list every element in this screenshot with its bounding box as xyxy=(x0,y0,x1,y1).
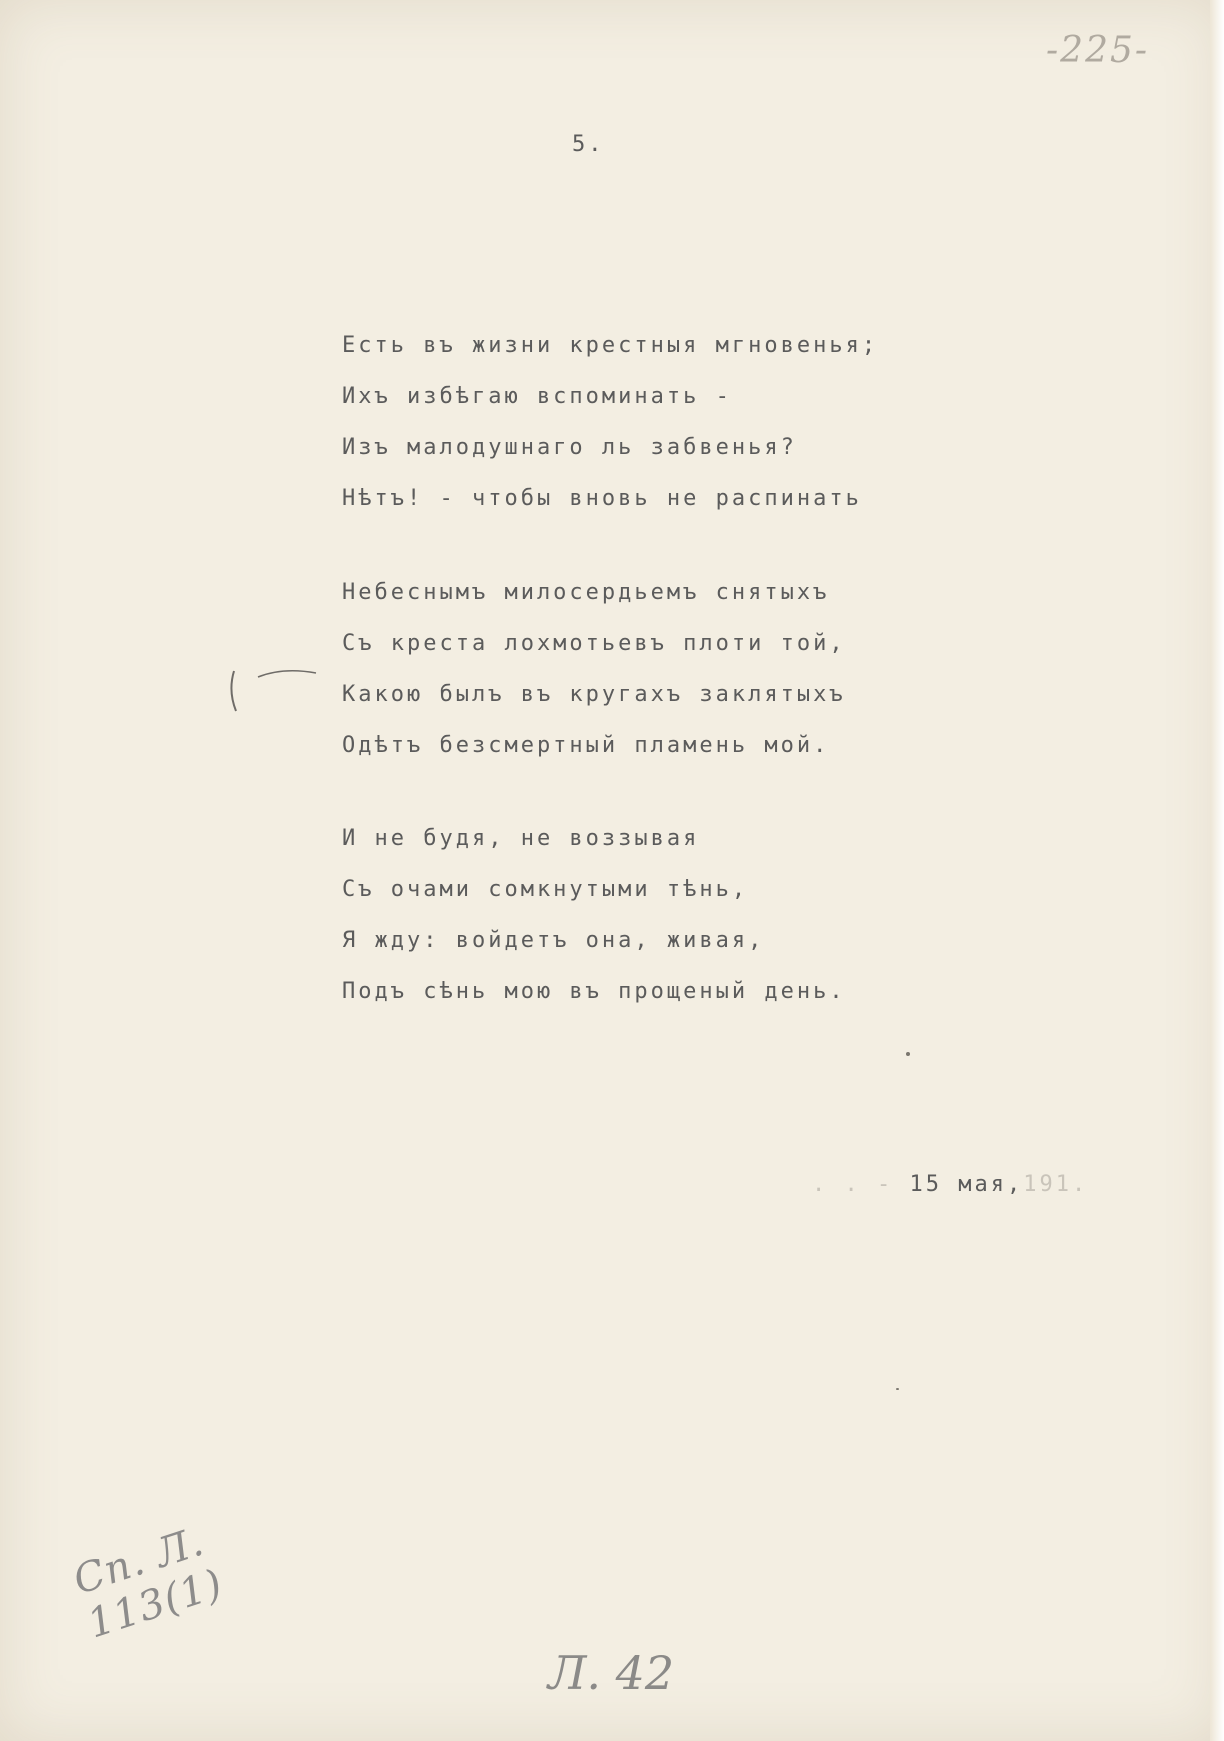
poem-line: Съ креста лохмотьевъ плоти той, xyxy=(342,631,846,656)
ink-speck xyxy=(896,1388,899,1390)
page-edge xyxy=(1210,0,1224,1741)
margin-bracket-mark xyxy=(228,667,318,717)
poem-line: И не будя, не воззывая xyxy=(342,826,700,851)
stanza-1 xyxy=(342,320,878,524)
poem-line: Я жду: войдетъ она, живая, xyxy=(342,928,765,953)
handwritten-folio-number: Л. 42 xyxy=(548,1646,675,1700)
date-prefix: . . - xyxy=(812,1172,894,1197)
ink-speck xyxy=(906,1052,910,1056)
poem-line: Ихъ избѣгаю вспоминать - xyxy=(342,384,732,409)
poem-line: Изъ малодушнаго ль забвенья? xyxy=(342,435,797,460)
date-line xyxy=(812,1172,1088,1197)
stanza-3 xyxy=(342,813,846,1017)
date-text: 15 мая, xyxy=(909,1172,1024,1197)
poem-line: Одѣтъ безсмертный пламень мой. xyxy=(342,733,830,758)
handwritten-catalog-mark: Сп. Л. 113(1) xyxy=(68,1518,229,1648)
poem-line: Нѣтъ! - чтобы вновь не распинать xyxy=(342,486,862,511)
poem-number: 5. xyxy=(572,132,605,157)
poem-line: Подъ сѣнь мою въ прощеный день. xyxy=(342,979,846,1004)
poem-line: Есть въ жизни крестныя мгновенья; xyxy=(342,333,879,358)
poem-line: Съ очами сомкнутыми тѣнь, xyxy=(342,877,749,902)
poem-line: Какою былъ въ кругахъ заклятыхъ xyxy=(342,682,846,707)
poem-line: Небеснымъ милосердьемъ снятыхъ xyxy=(342,580,830,605)
stanza-2 xyxy=(342,567,846,771)
archive-page-number: -225- xyxy=(1046,30,1150,71)
date-year: 191. xyxy=(1023,1172,1089,1197)
